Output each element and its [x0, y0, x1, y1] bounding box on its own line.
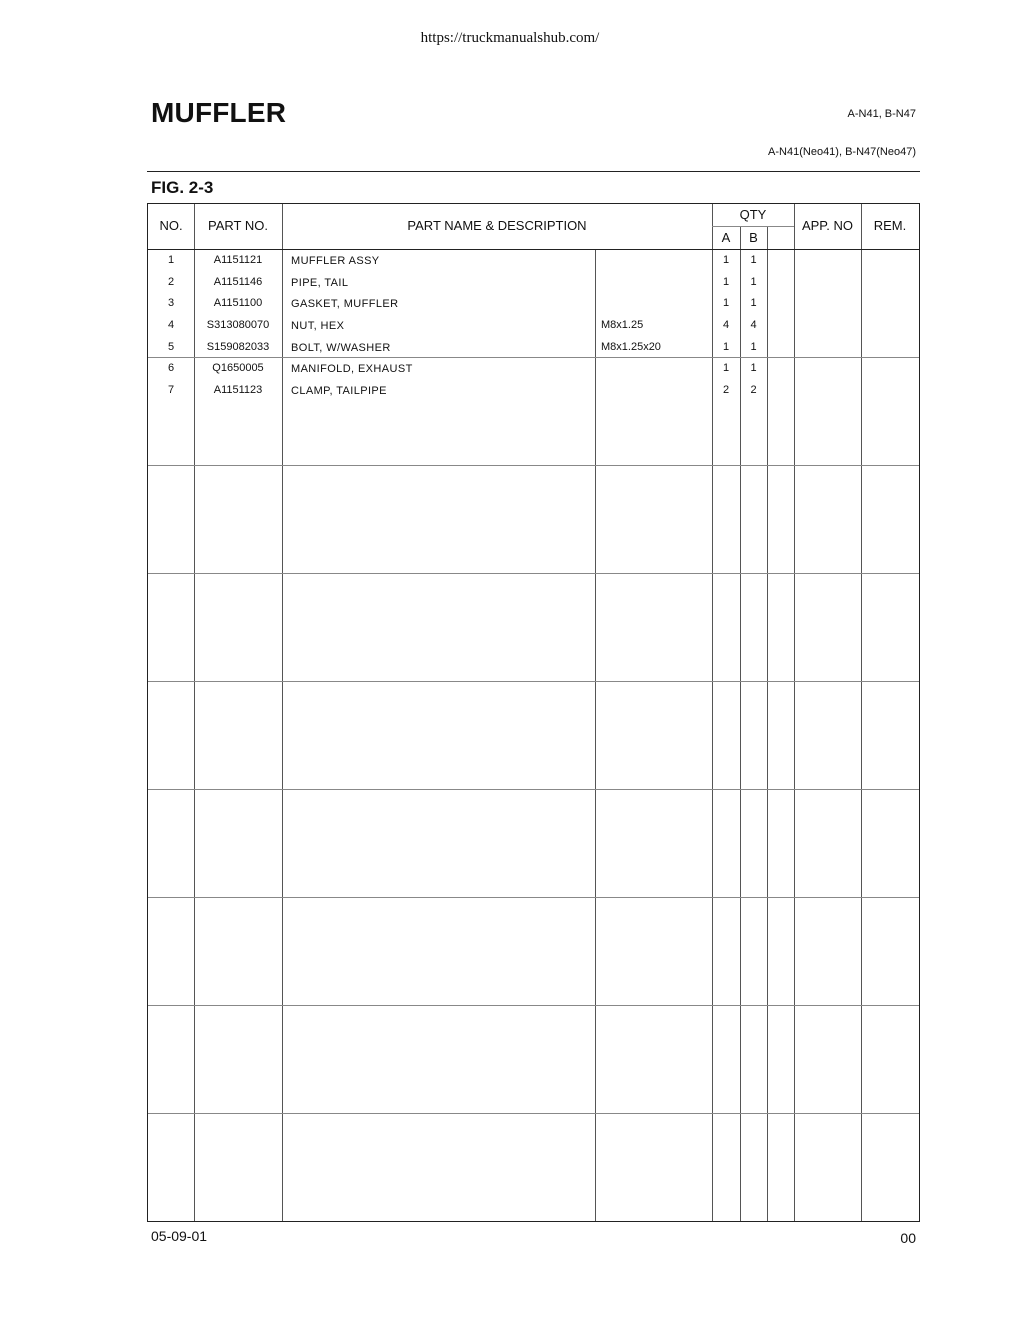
- footer-date: 05-09-01: [151, 1228, 208, 1244]
- row-qty-a: 1: [722, 341, 730, 353]
- row-qty-b: 2: [750, 384, 757, 396]
- qty-divider: [712, 226, 794, 227]
- row-part-name: NUT, HEX: [291, 320, 345, 332]
- col-header-app-no: APP. NO: [801, 218, 854, 233]
- row-block-divider: [148, 1113, 919, 1114]
- col-header-no: NO.: [159, 218, 183, 233]
- row-qty-b: 1: [750, 362, 757, 374]
- row-part-no: S159082033: [206, 341, 270, 353]
- row-qty-a: 1: [722, 254, 730, 266]
- figure-label: FIG. 2-3: [151, 178, 214, 197]
- row-qty-b: 1: [750, 254, 757, 266]
- page-title: MUFFLER: [151, 97, 287, 128]
- row-qty-b: 1: [750, 297, 757, 309]
- col-header-part-no: PART NO.: [208, 218, 268, 233]
- col-header-qty: QTY: [739, 207, 767, 222]
- model-codes: A-N41, B-N47: [847, 108, 916, 120]
- header-rule: [147, 171, 920, 172]
- row-spec: M8x1.25: [601, 319, 644, 331]
- row-qty-a: 1: [722, 362, 730, 374]
- row-qty-a: 2: [722, 384, 730, 396]
- row-part-no: A1151121: [213, 254, 263, 266]
- col-divider: [740, 226, 741, 1221]
- row-block-divider: [148, 465, 919, 466]
- row-part-no: Q1650005: [212, 362, 264, 374]
- col-header-qty-a: A: [721, 230, 731, 245]
- row-part-no: S313080070: [206, 319, 270, 331]
- col-header-name: PART NAME & DESCRIPTION: [407, 218, 587, 233]
- row-no: 7: [167, 384, 175, 396]
- row-part-name: MANIFOLD, EXHAUST: [291, 363, 413, 375]
- row-qty-b: 4: [750, 319, 757, 331]
- row-qty-b: 1: [750, 341, 757, 353]
- row-part-no: A1151146: [213, 276, 263, 288]
- row-no: 2: [167, 276, 175, 288]
- row-block-divider: [148, 1005, 919, 1006]
- row-qty-a: 1: [722, 276, 730, 288]
- row-part-no: A1151123: [213, 384, 263, 396]
- row-no: 4: [167, 319, 175, 331]
- source-url: https://truckmanualshub.com/: [420, 30, 600, 46]
- col-header-qty-b: B: [749, 230, 758, 245]
- row-part-name: CLAMP, TAILPIPE: [291, 385, 387, 397]
- row-no: 3: [167, 297, 175, 309]
- col-divider: [767, 226, 768, 1221]
- row-part-name: MUFFLER ASSY: [291, 255, 380, 267]
- row-block-divider: [148, 897, 919, 898]
- row-qty-b: 1: [750, 276, 757, 288]
- row-block-divider: [148, 789, 919, 790]
- header-bottom-rule: [148, 249, 919, 250]
- row-block-divider: [148, 573, 919, 574]
- row-qty-a: 4: [722, 319, 730, 331]
- model-codes-detail: A-N41(Neo41), B-N47(Neo47): [768, 146, 916, 158]
- col-header-rem: REM.: [873, 218, 907, 233]
- row-no: 1: [167, 254, 175, 266]
- row-spec: M8x1.25x20: [601, 341, 661, 353]
- row-no: 5: [167, 341, 175, 353]
- row-qty-a: 1: [722, 297, 730, 309]
- page-number: 00: [900, 1230, 916, 1246]
- parts-table: [147, 203, 920, 1222]
- row-part-no: A1151100: [213, 297, 263, 309]
- row-part-name: GASKET, MUFFLER: [291, 298, 399, 310]
- row-part-name: PIPE, TAIL: [291, 277, 349, 289]
- row-no: 6: [167, 362, 175, 374]
- col-divider: [595, 250, 596, 1221]
- row-part-name: BOLT, W/WASHER: [291, 342, 391, 354]
- row-block-divider: [148, 681, 919, 682]
- row-block-divider: [148, 357, 919, 358]
